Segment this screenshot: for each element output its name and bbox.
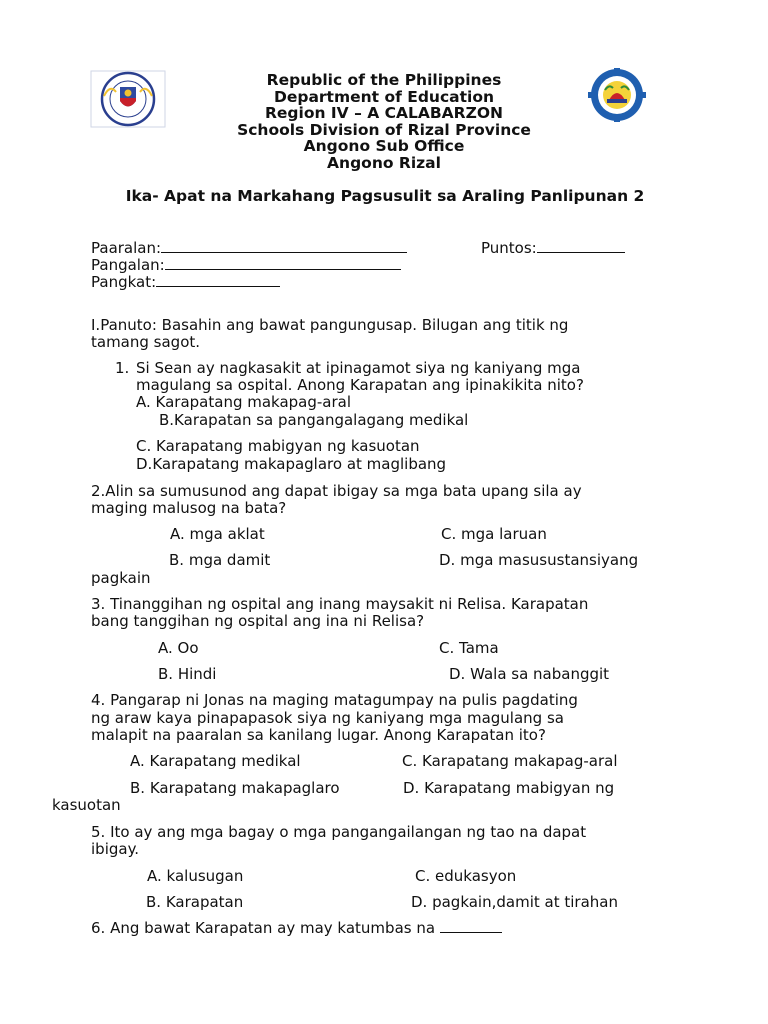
q1-choice-d[interactable]: D.Karapatang makapaglaro at maglibang (136, 455, 447, 473)
field-paaralan[interactable] (91, 239, 407, 257)
q5-choice-b[interactable]: B. Karapatan (146, 893, 244, 911)
q4-choice-d-cont: kasuotan (52, 796, 121, 814)
q3-line-1: 3. Tinanggihan ng ospital ang inang maysakit ni Relisa. Karapatan (91, 595, 589, 613)
q1-number: 1. (115, 359, 130, 377)
field-paaralan-label: Paaralan: (91, 239, 162, 257)
q1-choice-a[interactable]: A. Karapatang makapag-aral (136, 393, 352, 411)
field-pangkat-label: Pangkat: (91, 273, 157, 291)
field-pangalan-blank[interactable] (165, 256, 401, 270)
q3-choice-a[interactable]: A. Oo (158, 639, 199, 657)
q4-choice-a[interactable]: A. Karapatang medikal (130, 752, 301, 770)
q3-line-2: bang tanggihan ng ospital ang ina ni Relisa? (91, 612, 425, 630)
header-line-republic: Republic of the Philippines (266, 71, 502, 89)
header-line-department: Department of Education (273, 87, 495, 106)
q4-choice-b[interactable]: B. Karapatang makapaglaro (130, 779, 340, 797)
q2-line-2: maging malusog na bata? (91, 499, 287, 517)
q1-line-2: magulang sa ospital. Anong Karapatan ang ipinakikita nito? (136, 376, 584, 394)
q2-line-1: 2.Alin sa sumusunod ang dapat ibigay sa mga bata upang sila ay (91, 482, 582, 500)
field-puntos-blank[interactable] (537, 239, 625, 253)
q2-choice-d[interactable]: D. mga masusustansiyang (439, 551, 639, 569)
instructions-line-1: I.Panuto: Basahin ang bawat pangungusap. Bilugan ang titik ng (91, 316, 569, 334)
q4-line-2: ng araw kaya pinapapasok siya ng kaniyang mga magulang sa (91, 709, 564, 727)
q5-line-2: ibigay. (91, 840, 140, 858)
exam-title: Ika- Apat na Markahang Pagsusulit sa Araling Panlipunan 2 (125, 187, 645, 205)
header-line-location: Angono Rizal (327, 153, 441, 172)
header-line-suboffice: Angono Sub Office (303, 137, 465, 156)
q4-choice-c[interactable]: C. Karapatang makapag-aral (402, 752, 618, 770)
field-pangalan-label: Pangalan: (91, 256, 165, 274)
q6-line (91, 919, 502, 937)
field-pangkat-blank[interactable] (156, 273, 280, 287)
q3-choice-d[interactable]: D. Wala sa nabanggit (449, 665, 610, 683)
q1-line-1: Si Sean ay nagkasakit at ipinagamot siya ng kaniyang mga (136, 359, 581, 377)
q4-choice-d[interactable]: D. Karapatang mabigyan ng (403, 779, 615, 797)
header-line-region: Region IV – A CALABARZON (264, 104, 503, 123)
q2-choice-b[interactable]: B. mga damit (169, 551, 271, 569)
q2-choice-a[interactable]: A. mga aklat (170, 525, 265, 543)
q3-choice-b[interactable]: B. Hindi (158, 665, 217, 683)
q4-line-1: 4. Pangarap ni Jonas na maging matagumpay na pulis pagdating (91, 691, 578, 709)
q1-choice-b[interactable]: B.Karapatan sa pangangalagang medikal (159, 411, 469, 429)
q6-text: 6. Ang bawat Karapatan ay may katumbas na (91, 919, 436, 937)
q5-choice-c[interactable]: C. edukasyon (415, 867, 517, 885)
q5-choice-a[interactable]: A. kalusugan (147, 867, 244, 885)
q1-choice-c[interactable]: C. Karapatang mabigyan ng kasuotan (136, 437, 420, 455)
letterhead (0, 72, 768, 172)
q2-choice-d-cont: pagkain (91, 569, 151, 587)
instructions-line-2: tamang sagot. (91, 333, 201, 351)
header-line-division: Schools Division of Rizal Province (237, 120, 531, 139)
field-pangkat[interactable] (91, 273, 280, 291)
q5-choice-d[interactable]: D. pagkain,damit at tirahan (411, 893, 618, 911)
q4-line-3: malapit na paaralan sa kanilang lugar. Anong Karapatan ito? (91, 726, 546, 744)
q6-answer-blank[interactable] (440, 919, 502, 933)
field-puntos-label: Puntos: (481, 239, 537, 257)
field-pangalan[interactable] (91, 256, 401, 274)
field-puntos[interactable] (481, 239, 625, 257)
q2-choice-c[interactable]: C. mga laruan (441, 525, 547, 543)
q5-line-1: 5. Ito ay ang mga bagay o mga pangangailangan ng tao na dapat (91, 823, 587, 841)
field-paaralan-blank[interactable] (161, 239, 407, 253)
q3-choice-c[interactable]: C. Tama (439, 639, 499, 657)
